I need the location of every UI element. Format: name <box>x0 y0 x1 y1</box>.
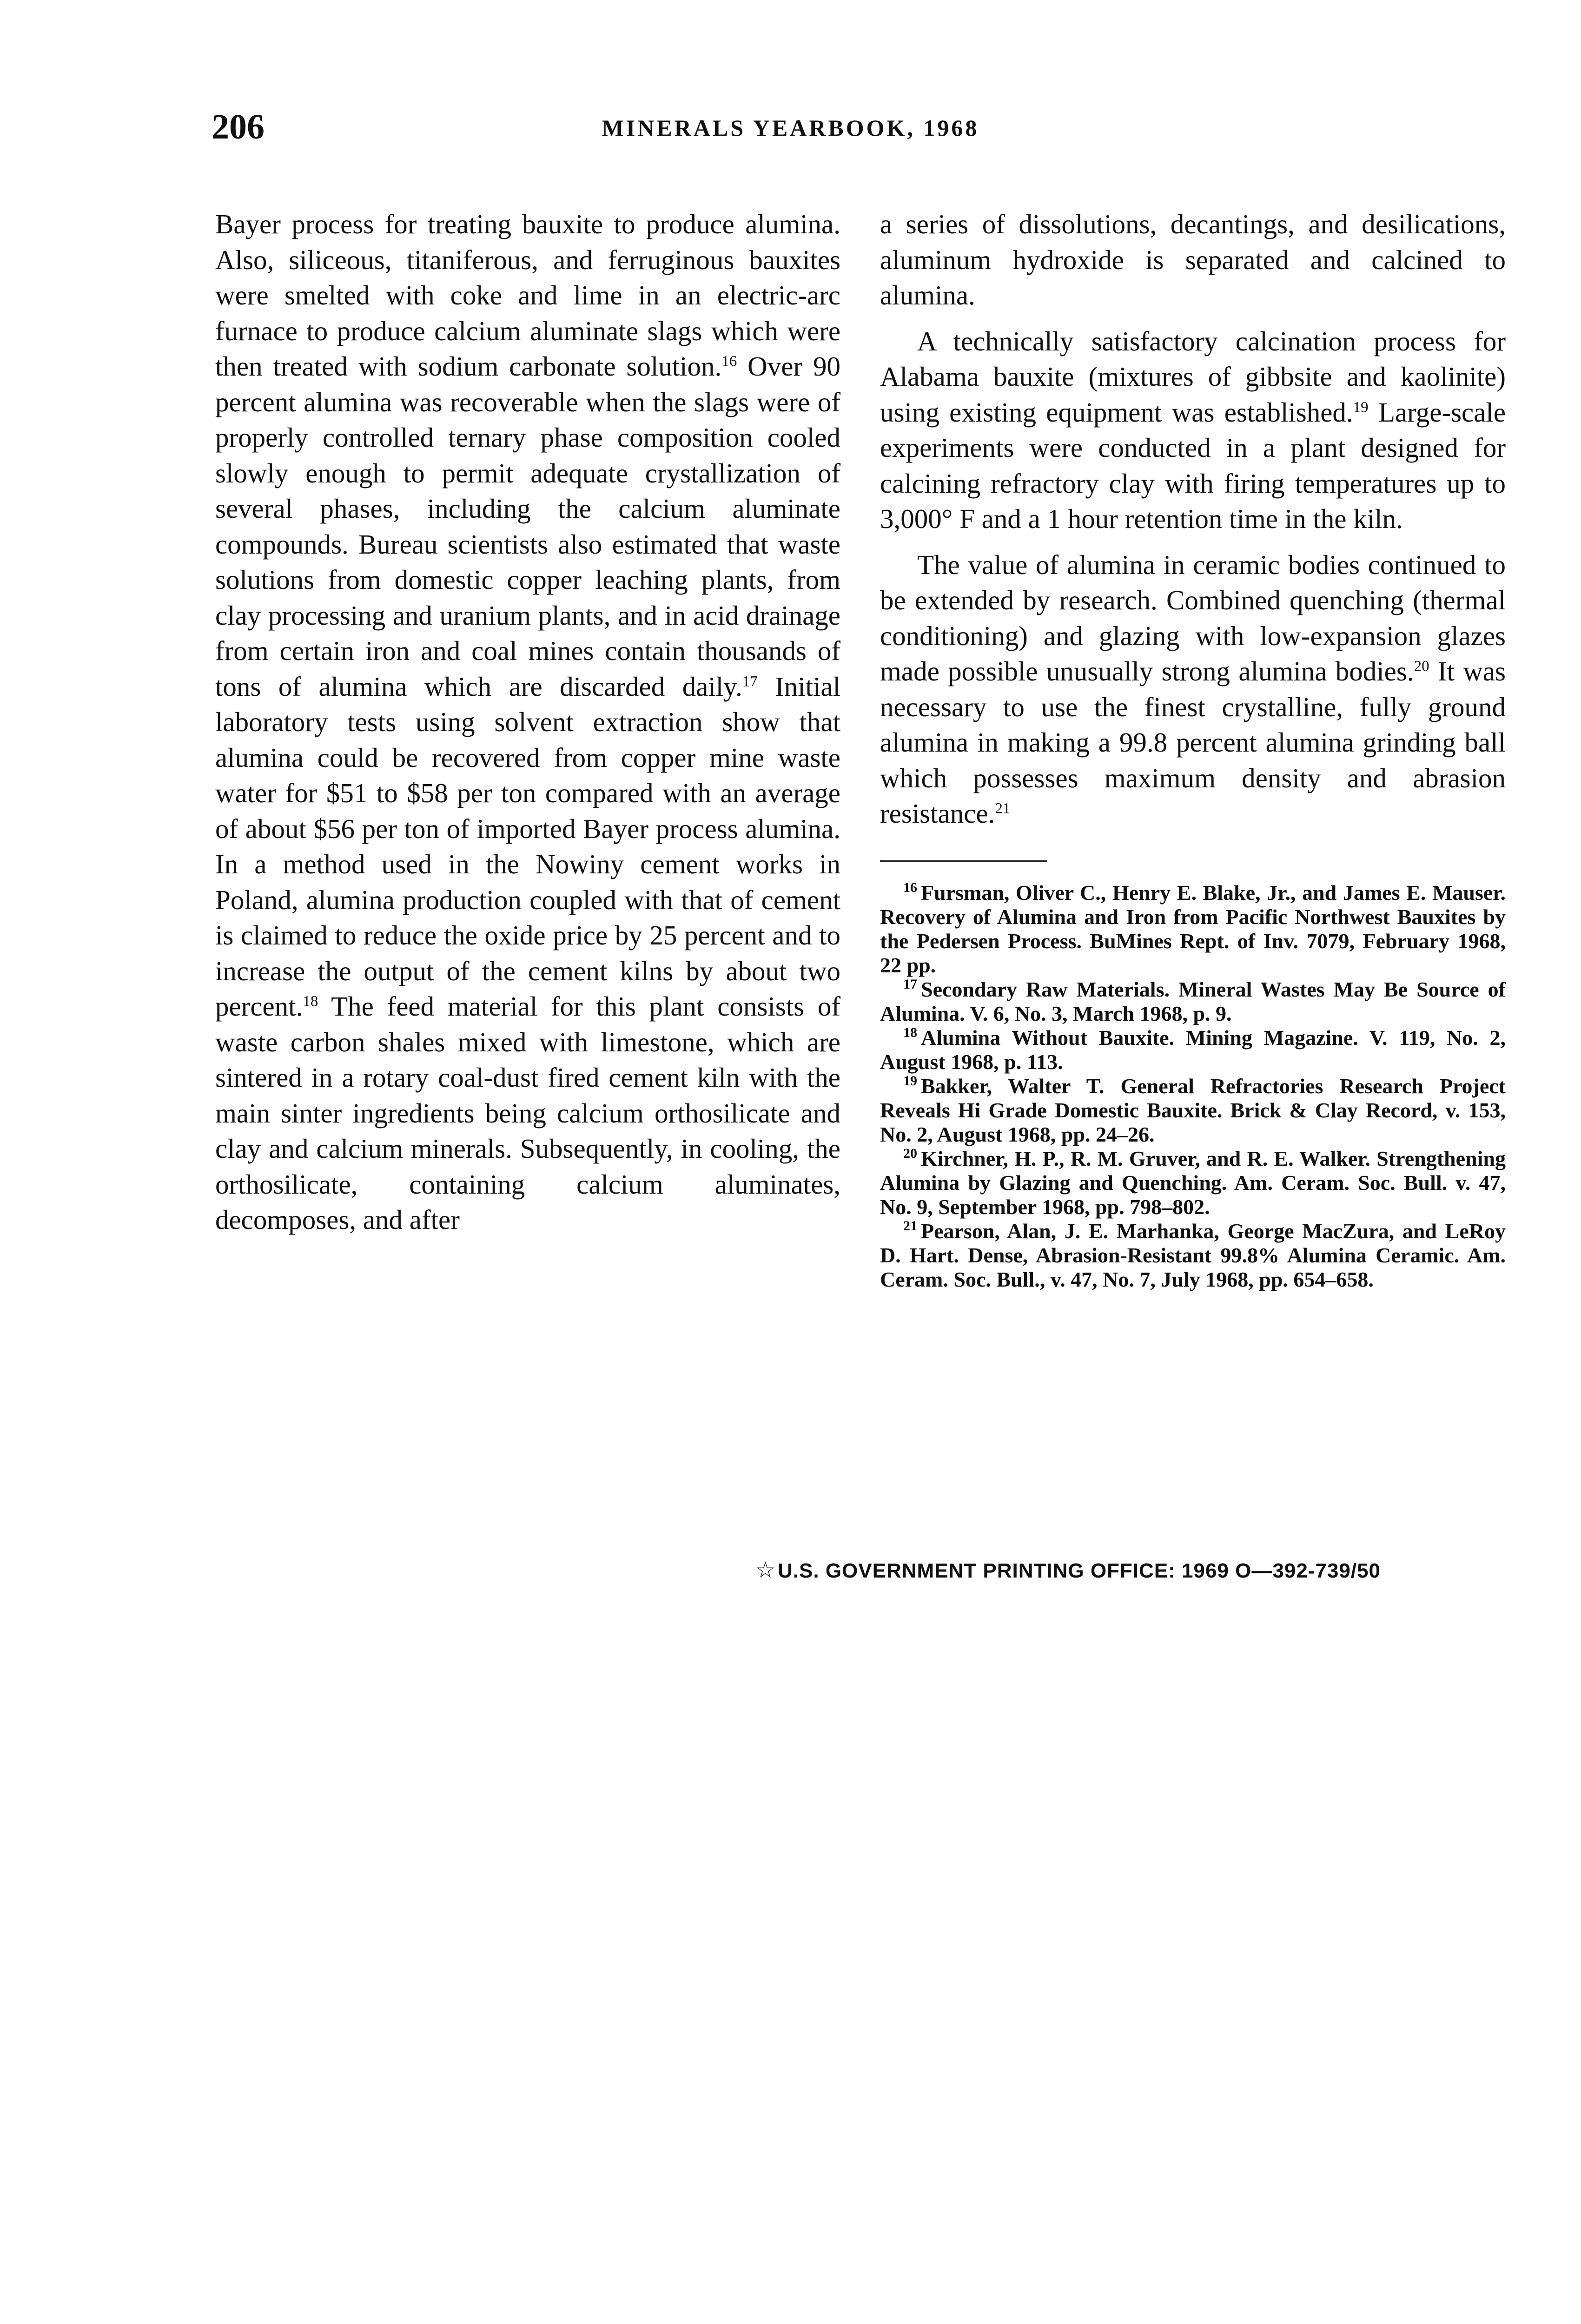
footnote-ref-20: 20 <box>1414 658 1429 675</box>
footnote-number: 21 <box>903 1218 917 1234</box>
footnote-text: Fursman, Oliver C., Henry E. Blake, Jr., and James E. Mauser. Recovery of Alumina and Iron from Pacific Northwest Bauxites by the Pedersen Process. BuMines Rept. of Inv. 7079, February 1968, 22 pp. <box>880 880 1506 977</box>
right-column <box>880 206 1506 1292</box>
printing-office-imprint <box>755 1559 1381 1582</box>
left-p1-text-a: Bayer process for treating bauxite to produce alumina. Also, siliceous, titaniferous, and ferruginous bauxites were smelted with coke and lime in an electric-arc furnace to produce calcium aluminate slags which were then treated with sodium carbonate solution. <box>215 209 840 382</box>
footnote-number: 18 <box>903 1025 917 1041</box>
star-icon: ☆ <box>755 1558 776 1583</box>
footnote-18 <box>880 1026 1506 1074</box>
imprint-text: U.S. GOVERNMENT PRINTING OFFICE: 1969 O—392-739/50 <box>778 1559 1381 1582</box>
footnote-20 <box>880 1147 1506 1219</box>
left-p1-text-b: Over 90 percent alumina was recoverable when the slags were of properly controlled ternary phase composition cooled slowly enough to permit adequate crystallization of several phases, including the calcium aluminate compounds. Bureau scientists also estimated that waste solutions from domestic copper leaching plants, from clay processing and uranium plants, and in acid drainage from certain iron and coal mines contain thousands of tons of alumina which are discarded daily. <box>215 351 840 702</box>
footnote-text: Secondary Raw Materials. Mineral Wastes May Be Source of Alumina. V. 6, No. 3, March 1968, p. 9. <box>880 977 1506 1025</box>
right-p2-text-b: Large-scale experiments were conducted in a plant designed for calcining refractory clay with firing temperatures up to 3,000° F and a 1 hour retention time in the kiln. <box>880 396 1506 534</box>
footnote-number: 19 <box>903 1073 917 1089</box>
left-p1-text-d: The feed material for this plant consists of waste carbon shales mixed with limestone, which are sintered in a rotary coal-dust fired cement kiln with the main sinter ingredients being calcium orthosilicate and clay and calcium minerals. Subsequently, in cooling, the orthosilicate, containing calcium aluminates, decomposes, and after <box>215 991 840 1235</box>
footnote-number: 16 <box>903 880 917 896</box>
footnote-ref-17: 17 <box>742 673 758 690</box>
footnote-number: 17 <box>903 977 917 992</box>
left-column <box>215 206 840 1248</box>
right-p3-text-a: The value of alumina in ceramic bodies continued to be extended by research. Combined quenching (thermal conditioning) and glazing with low-expansion glazes made possible unusually strong alumina bodies. <box>880 549 1506 687</box>
footnotes <box>880 881 1506 1292</box>
footnote-17 <box>880 977 1506 1026</box>
footnote-ref-18: 18 <box>303 993 318 1010</box>
right-paragraph-2 <box>880 324 1506 537</box>
footnote-number: 20 <box>903 1146 917 1162</box>
footnote-text: Kirchner, H. P., R. M. Gruver, and R. E. Walker. Strengthening Alumina by Glazing and Quenching. Am. Ceram. Soc. Bull. v. 47, No. 9, September 1968, pp. 798–802. <box>880 1146 1506 1219</box>
right-paragraph-3 <box>880 547 1506 832</box>
footnote-text: Alumina Without Bauxite. Mining Magazine. V. 119, No. 2, August 1968, p. 113. <box>880 1025 1506 1074</box>
footnote-21 <box>880 1219 1506 1292</box>
right-paragraph-1: a series of dissolutions, decantings, and desilications, aluminum hydroxide is separated and calcined to alumina. <box>880 209 1506 310</box>
footnote-text: Pearson, Alan, J. E. Marhanka, George MacZura, and LeRoy D. Hart. Dense, Abrasion-Resistant 99.8% Alumina Ceramic. Am. Ceram. Soc. Bull., v. 47, No. 7, July 1968, pp. 654–658. <box>880 1219 1506 1291</box>
page-number: 206 <box>212 107 265 146</box>
footnote-text: Bakker, Walter T. General Refractories Research Project Reveals Hi Grade Domestic Bauxite. Brick & Clay Record, v. 153, No. 2, August 1968, pp. 24–26. <box>880 1074 1506 1146</box>
footnote-19 <box>880 1074 1506 1147</box>
footnote-divider <box>880 860 1047 862</box>
footnote-ref-16: 16 <box>721 353 737 370</box>
left-p1-text-c: Initial laboratory tests using solvent extraction show that alumina could be recovered from copper mine waste water for $51 to $58 per ton compared with an average of about $56 per ton of imported Bayer process alumina. In a method used in the Nowiny cement works in Poland, alumina production coupled with that of cement is claimed to reduce the oxide price by 25 percent and to increase the output of the cement kilns by about two percent. <box>215 671 840 1022</box>
footnote-ref-21: 21 <box>995 800 1011 817</box>
right-p2-text-a: A technically satisfactory calcination process for Alabama bauxite (mixtures of gibbsite and kaolinite) using existing equipment was established. <box>880 325 1506 428</box>
footnote-ref-19: 19 <box>1353 398 1369 416</box>
right-p3-text-b: It was necessary to use the finest crystalline, fully ground alumina in making a 99.8 percent alumina grinding ball which possesses maximum density and abrasion resistance. <box>880 656 1506 829</box>
left-paragraph-1 <box>215 206 840 1238</box>
running-title: MINERALS YEARBOOK, 1968 <box>602 115 979 141</box>
footnote-16 <box>880 881 1506 977</box>
